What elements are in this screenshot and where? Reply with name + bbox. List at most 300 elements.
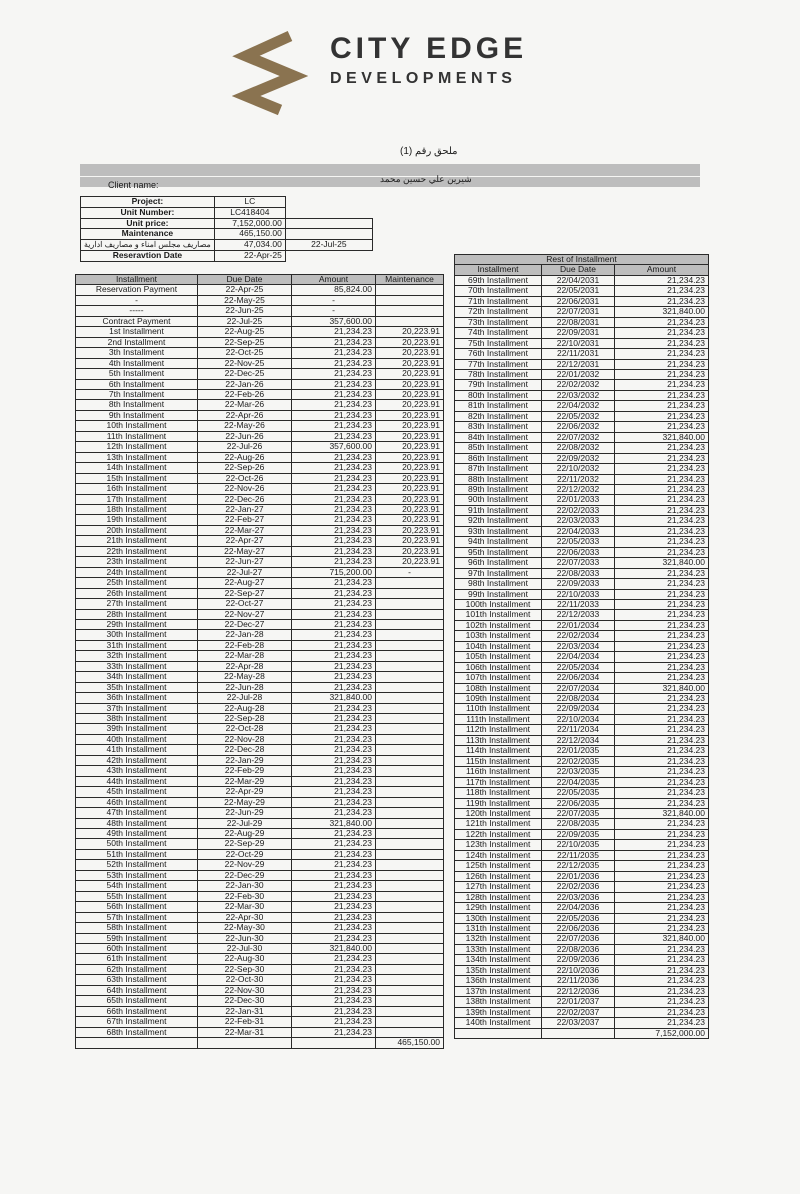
table-row xyxy=(455,934,709,944)
due-date: 22-May-27 xyxy=(198,546,292,556)
amount: 21,234.23 xyxy=(292,369,376,379)
due-date: 22/01/2036 xyxy=(542,871,615,881)
installment-name: Contract Payment xyxy=(76,316,198,326)
amount: 21,234.23 xyxy=(292,797,376,807)
table-row xyxy=(455,296,709,306)
installment-name: 50th Installment xyxy=(76,839,198,849)
due-date: 22/10/2035 xyxy=(542,840,615,850)
empty-cell xyxy=(542,1028,615,1038)
due-date: 22/05/2036 xyxy=(542,913,615,923)
maintenance-amount: 20,223.91 xyxy=(376,452,444,462)
installment-name: 138th Installment xyxy=(455,997,542,1007)
maintenance-amount xyxy=(376,808,444,818)
amount: 21,234.23 xyxy=(615,620,709,630)
due-date: 22/03/2036 xyxy=(542,892,615,902)
installment-name: 54th Installment xyxy=(76,881,198,891)
due-date: 22-Feb-30 xyxy=(198,891,292,901)
installment-name: 46th Installment xyxy=(76,797,198,807)
amount: 21,234.23 xyxy=(292,640,376,650)
installment-name: 79th Installment xyxy=(455,380,542,390)
table-row xyxy=(76,923,444,933)
table-row xyxy=(455,694,709,704)
table-row xyxy=(455,735,709,745)
table-row xyxy=(455,338,709,348)
due-date: 22-May-30 xyxy=(198,923,292,933)
installment-name: 25th Installment xyxy=(76,578,198,588)
due-date: 22-Mar-28 xyxy=(198,651,292,661)
amount: 21,234.23 xyxy=(292,599,376,609)
due-date: 22/11/2032 xyxy=(542,474,615,484)
installment-name: 114th Installment xyxy=(455,746,542,756)
maintenance-amount xyxy=(376,923,444,933)
amount: 21,234.23 xyxy=(292,327,376,337)
due-date: 22-Aug-28 xyxy=(198,703,292,713)
due-date: 22/01/2037 xyxy=(542,997,615,1007)
due-date: 22-Feb-31 xyxy=(198,1017,292,1027)
due-date: 22-Jan-27 xyxy=(198,504,292,514)
installment-name: 80th Installment xyxy=(455,390,542,400)
amount: 21,234.23 xyxy=(615,484,709,494)
amount: 21,234.23 xyxy=(615,286,709,296)
table-row xyxy=(76,672,444,682)
table-row xyxy=(455,401,709,411)
amount: 21,234.23 xyxy=(292,787,376,797)
table-row xyxy=(76,306,444,316)
due-date: 22/05/2035 xyxy=(542,788,615,798)
due-date: 22/04/2035 xyxy=(542,777,615,787)
due-date: 22/03/2032 xyxy=(542,390,615,400)
amount: 21,234.23 xyxy=(615,464,709,474)
due-date: 22/01/2033 xyxy=(542,495,615,505)
due-date: 22-Jul-30 xyxy=(198,944,292,954)
amount: 21,234.23 xyxy=(292,776,376,786)
due-date: 22-Nov-26 xyxy=(198,484,292,494)
installment-name: 101th Installment xyxy=(455,610,542,620)
due-date: 22/02/2033 xyxy=(542,505,615,515)
table-row xyxy=(76,358,444,368)
due-date: 22-Jun-30 xyxy=(198,933,292,943)
installment-name: 67th Installment xyxy=(76,1017,198,1027)
installment-name: 86th Installment xyxy=(455,453,542,463)
table-row xyxy=(76,588,444,598)
amount: 21,234.23 xyxy=(292,358,376,368)
installment-name: 130th Installment xyxy=(455,913,542,923)
installment-name: 88th Installment xyxy=(455,474,542,484)
due-date: 22/08/2035 xyxy=(542,819,615,829)
installment-name: 115th Installment xyxy=(455,756,542,766)
installment-name: 63th Installment xyxy=(76,975,198,985)
installment-name: 87th Installment xyxy=(455,464,542,474)
maintenance-amount xyxy=(376,933,444,943)
table-row xyxy=(76,797,444,807)
installment-name: 99th Installment xyxy=(455,589,542,599)
table-row xyxy=(455,484,709,494)
amount: 21,234.23 xyxy=(292,755,376,765)
amount: 21,234.23 xyxy=(292,578,376,588)
installment-name: 66th Installment xyxy=(76,1006,198,1016)
maintenance-amount: 20,223.91 xyxy=(376,463,444,473)
table-row xyxy=(76,536,444,546)
amount: 21,234.23 xyxy=(292,891,376,901)
table-row xyxy=(76,996,444,1006)
due-date: 22-Feb-28 xyxy=(198,640,292,650)
amount: 21,234.23 xyxy=(615,892,709,902)
due-date: 22/08/2036 xyxy=(542,944,615,954)
due-date: 22/12/2034 xyxy=(542,735,615,745)
amount: 21,234.23 xyxy=(615,777,709,787)
table-row xyxy=(455,652,709,662)
installment-name: 34th Installment xyxy=(76,672,198,682)
unit-number-label: Unit Number: xyxy=(81,207,215,218)
due-date: 22-Apr-29 xyxy=(198,787,292,797)
due-date: 22-May-28 xyxy=(198,672,292,682)
table-row xyxy=(455,892,709,902)
table-row xyxy=(76,609,444,619)
installment-name: 35th Installment xyxy=(76,682,198,692)
amount: 21,234.23 xyxy=(615,631,709,641)
installment-name: 48th Installment xyxy=(76,818,198,828)
due-date: 22/04/2036 xyxy=(542,903,615,913)
table-row xyxy=(76,755,444,765)
maintenance-amount: 20,223.91 xyxy=(376,504,444,514)
maintenance-amount xyxy=(376,755,444,765)
due-date: 22-Mar-30 xyxy=(198,902,292,912)
installment-name: 72th Installment xyxy=(455,307,542,317)
table-row xyxy=(76,348,444,358)
table-row xyxy=(76,912,444,922)
maintenance-amount xyxy=(376,1006,444,1016)
empty-cell xyxy=(76,1038,198,1048)
installment-name: 45th Installment xyxy=(76,787,198,797)
amount-total: 7,152,000.00 xyxy=(615,1028,709,1038)
header-amount: Amount xyxy=(292,275,376,285)
installment-name: 125th Installment xyxy=(455,861,542,871)
installment-name: 110th Installment xyxy=(455,704,542,714)
amount: 21,234.23 xyxy=(615,819,709,829)
installment-name: 31th Installment xyxy=(76,640,198,650)
table-row xyxy=(455,861,709,871)
due-date: 22-Jun-29 xyxy=(198,808,292,818)
amount: 21,234.23 xyxy=(615,861,709,871)
due-date: 22/03/2034 xyxy=(542,641,615,651)
unit-info-table xyxy=(80,196,373,262)
amount: 21,234.23 xyxy=(292,348,376,358)
amount: 21,234.23 xyxy=(615,474,709,484)
installment-name: 112th Installment xyxy=(455,725,542,735)
installment-name: 9th Installment xyxy=(76,410,198,420)
amount: 21,234.23 xyxy=(292,389,376,399)
table-row xyxy=(455,495,709,505)
amount: 21,234.23 xyxy=(615,1018,709,1028)
amount: 21,234.23 xyxy=(615,338,709,348)
amount: 321,840.00 xyxy=(615,558,709,568)
installment-name: 121th Installment xyxy=(455,819,542,829)
amount: 21,234.23 xyxy=(292,703,376,713)
table-row xyxy=(76,703,444,713)
due-date: 22/03/2033 xyxy=(542,516,615,526)
maintenance-amount xyxy=(376,745,444,755)
amount: 21,234.23 xyxy=(292,954,376,964)
maintenance-amount: - xyxy=(376,567,444,577)
installment-name: 77th Installment xyxy=(455,359,542,369)
installment-name: 44th Installment xyxy=(76,776,198,786)
table-row xyxy=(455,673,709,683)
amount: 357,600.00 xyxy=(292,442,376,452)
amount: 21,234.23 xyxy=(615,756,709,766)
installment-name: 89th Installment xyxy=(455,484,542,494)
maintenance-amount xyxy=(376,829,444,839)
maintenance-amount xyxy=(376,599,444,609)
table-row xyxy=(455,411,709,421)
table-row xyxy=(76,902,444,912)
maintenance-amount xyxy=(376,316,444,326)
due-date: 22-Dec-26 xyxy=(198,494,292,504)
table-row xyxy=(455,976,709,986)
maintenance-amount xyxy=(376,588,444,598)
due-date: 22/12/2033 xyxy=(542,610,615,620)
maintenance-amount: 20,223.91 xyxy=(376,442,444,452)
table-row xyxy=(76,410,444,420)
schedule-total-row xyxy=(76,1038,444,1048)
table-row xyxy=(76,818,444,828)
installment-name: 140th Installment xyxy=(455,1018,542,1028)
installment-name: 37th Installment xyxy=(76,703,198,713)
installment-name: 61th Installment xyxy=(76,954,198,964)
installment-name: 41th Installment xyxy=(76,745,198,755)
zigzag-logo-mark xyxy=(232,28,308,116)
due-date: 22/06/2035 xyxy=(542,798,615,808)
table-row xyxy=(76,881,444,891)
table-row xyxy=(455,380,709,390)
installment-name: 8th Installment xyxy=(76,400,198,410)
installment-name: 128th Installment xyxy=(455,892,542,902)
installment-name: 24th Installment xyxy=(76,567,198,577)
installment-name: 85th Installment xyxy=(455,443,542,453)
installment-name: 65th Installment xyxy=(76,996,198,1006)
due-date: 22/01/2032 xyxy=(542,369,615,379)
amount: 21,234.23 xyxy=(292,672,376,682)
amount: 21,234.23 xyxy=(615,422,709,432)
due-date: 22/06/2032 xyxy=(542,422,615,432)
maintenance-amount xyxy=(376,985,444,995)
table-row xyxy=(76,504,444,514)
amount: 21,234.23 xyxy=(615,662,709,672)
brand-wordmark xyxy=(330,34,527,88)
due-date: 22/01/2035 xyxy=(542,746,615,756)
table-row xyxy=(455,965,709,975)
installment-name: 42th Installment xyxy=(76,755,198,765)
amount: 21,234.23 xyxy=(292,682,376,692)
installment-name: 19th Installment xyxy=(76,515,198,525)
amount: 21,234.23 xyxy=(615,997,709,1007)
due-date: 22/06/2031 xyxy=(542,296,615,306)
due-date: 22/02/2032 xyxy=(542,380,615,390)
maintenance-amount xyxy=(376,975,444,985)
maintenance-amount xyxy=(376,619,444,629)
due-date: 22/10/2036 xyxy=(542,965,615,975)
table-row xyxy=(455,725,709,735)
installment-name: 20th Installment xyxy=(76,525,198,535)
amount: 21,234.23 xyxy=(292,546,376,556)
amount: 21,234.23 xyxy=(292,484,376,494)
installment-name: 100th Installment xyxy=(455,599,542,609)
table-row xyxy=(455,809,709,819)
due-date: 22-Jun-25 xyxy=(198,306,292,316)
due-date: 22/09/2036 xyxy=(542,955,615,965)
installment-name: 49th Installment xyxy=(76,829,198,839)
amount: 21,234.23 xyxy=(615,579,709,589)
table-row xyxy=(455,997,709,1007)
table-row xyxy=(76,557,444,567)
amount: 21,234.23 xyxy=(615,369,709,379)
table-row xyxy=(455,788,709,798)
installment-name: 76th Installment xyxy=(455,349,542,359)
installment-name: 136th Installment xyxy=(455,976,542,986)
amount: 21,234.23 xyxy=(292,1006,376,1016)
due-date: 22-Oct-30 xyxy=(198,975,292,985)
maintenance-amount xyxy=(376,902,444,912)
unit-number-value: LC418404 xyxy=(214,207,285,218)
amount: 21,234.23 xyxy=(615,641,709,651)
due-date: 22/08/2032 xyxy=(542,443,615,453)
amount: 357,600.00 xyxy=(292,316,376,326)
installment-name: 23th Installment xyxy=(76,557,198,567)
table-row xyxy=(76,525,444,535)
table-row xyxy=(76,975,444,985)
table-row xyxy=(455,662,709,672)
amount: 21,234.23 xyxy=(292,766,376,776)
installment-name: 75th Installment xyxy=(455,338,542,348)
installment-name: 4th Installment xyxy=(76,358,198,368)
amount: 21,234.23 xyxy=(292,923,376,933)
amount: 21,234.23 xyxy=(615,924,709,934)
amount: 21,234.23 xyxy=(615,694,709,704)
amount: 21,234.23 xyxy=(292,808,376,818)
table-row xyxy=(76,463,444,473)
installment-name: 94th Installment xyxy=(455,537,542,547)
installment-name: 5th Installment xyxy=(76,369,198,379)
maintenance-amount xyxy=(376,912,444,922)
client-name-value: شيرين علي حسين محمد xyxy=(380,174,472,184)
amount: 21,234.23 xyxy=(292,985,376,995)
amount: - xyxy=(292,306,376,316)
table-row xyxy=(455,579,709,589)
due-date: 22/10/2033 xyxy=(542,589,615,599)
due-date: 22/03/2037 xyxy=(542,1018,615,1028)
due-date: 22/06/2033 xyxy=(542,547,615,557)
amount: 21,234.23 xyxy=(292,504,376,514)
installment-name: 81th Installment xyxy=(455,401,542,411)
installment-name: 11th Installment xyxy=(76,431,198,441)
installment-name: 30th Installment xyxy=(76,630,198,640)
maintenance-amount: 20,223.91 xyxy=(376,348,444,358)
due-date: 22-Sep-30 xyxy=(198,964,292,974)
installment-name: 29th Installment xyxy=(76,619,198,629)
installment-name: 127th Installment xyxy=(455,882,542,892)
amount: 21,234.23 xyxy=(292,651,376,661)
amount: 21,234.23 xyxy=(615,317,709,327)
table-row xyxy=(76,431,444,441)
table-row xyxy=(455,286,709,296)
maintenance-amount xyxy=(376,1027,444,1037)
installment-name: - xyxy=(76,295,198,305)
amount: 21,234.23 xyxy=(615,328,709,338)
installment-name: 59th Installment xyxy=(76,933,198,943)
amount: 21,234.23 xyxy=(615,913,709,923)
due-date: 22/04/2031 xyxy=(542,275,615,285)
due-date: 22/02/2037 xyxy=(542,1007,615,1017)
amount: 21,234.23 xyxy=(615,829,709,839)
amount: 21,234.23 xyxy=(292,734,376,744)
rest-total-row xyxy=(455,1028,709,1038)
installment-name: 28th Installment xyxy=(76,609,198,619)
amount: 21,234.23 xyxy=(292,724,376,734)
table-row xyxy=(455,359,709,369)
table-row xyxy=(76,379,444,389)
empty-cell xyxy=(198,1038,292,1048)
due-date: 22-Mar-27 xyxy=(198,525,292,535)
due-date: 22-Jan-31 xyxy=(198,1006,292,1016)
maintenance-amount: 20,223.91 xyxy=(376,494,444,504)
table-row xyxy=(76,421,444,431)
installment-name: 57th Installment xyxy=(76,912,198,922)
amount: 21,234.23 xyxy=(615,547,709,557)
due-date: 22/12/2032 xyxy=(542,484,615,494)
amount: 21,234.23 xyxy=(292,860,376,870)
amount: 21,234.23 xyxy=(292,525,376,535)
table-row xyxy=(76,400,444,410)
table-row xyxy=(455,620,709,630)
amount: 21,234.23 xyxy=(615,537,709,547)
amount: 21,234.23 xyxy=(615,390,709,400)
maintenance-amount xyxy=(376,954,444,964)
rest-title-row xyxy=(455,255,709,265)
table-row xyxy=(455,599,709,609)
installment-name: 118th Installment xyxy=(455,788,542,798)
table-row xyxy=(455,453,709,463)
installment-name: 60th Installment xyxy=(76,944,198,954)
due-date: 22-Jun-28 xyxy=(198,682,292,692)
amount: 21,234.23 xyxy=(292,933,376,943)
table-row xyxy=(76,1006,444,1016)
due-date: 22-Oct-27 xyxy=(198,599,292,609)
amount: 21,234.23 xyxy=(615,840,709,850)
amount: 21,234.23 xyxy=(292,536,376,546)
maintenance-amount: 20,223.91 xyxy=(376,369,444,379)
maintenance-amount: 20,223.91 xyxy=(376,358,444,368)
table-row xyxy=(455,986,709,996)
amount: 21,234.23 xyxy=(615,568,709,578)
installment-name: 16th Installment xyxy=(76,484,198,494)
amount: 21,234.23 xyxy=(615,955,709,965)
maintenance-label: Maintenance xyxy=(81,229,215,240)
amount: 21,234.23 xyxy=(615,411,709,421)
amount: 21,234.23 xyxy=(615,599,709,609)
amount: 21,234.23 xyxy=(615,296,709,306)
due-date: 22/10/2032 xyxy=(542,464,615,474)
maintenance-amount xyxy=(376,818,444,828)
table-row xyxy=(76,985,444,995)
amount: 21,234.23 xyxy=(615,673,709,683)
table-row xyxy=(455,777,709,787)
maintenance-amount: 20,223.91 xyxy=(376,337,444,347)
project-label: Project: xyxy=(81,197,215,208)
installment-name: 133th Installment xyxy=(455,944,542,954)
installment-name: 120th Installment xyxy=(455,809,542,819)
maintenance-amount xyxy=(376,640,444,650)
table-row xyxy=(76,599,444,609)
table-row xyxy=(455,275,709,285)
